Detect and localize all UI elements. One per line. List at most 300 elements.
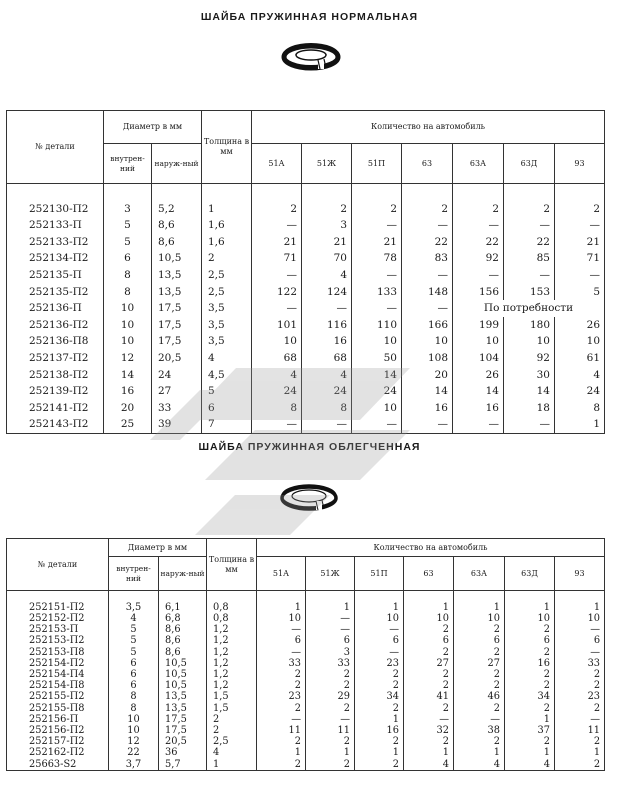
inner-diameter-cell: 6 — [104, 250, 152, 267]
table-row — [7, 658, 605, 669]
quantity-cell: 33 — [306, 658, 355, 669]
quantity-cell: 26 — [453, 367, 504, 384]
outer-diameter-cell: 5,7 — [159, 759, 207, 771]
col-inner-header: внутрен-ний — [109, 557, 159, 591]
table-row — [7, 400, 605, 417]
inner-diameter-cell: 5 — [109, 636, 159, 647]
quantity-cell: 156 — [453, 284, 504, 301]
quantity-cell: 2 — [404, 669, 454, 680]
quantity-cell: 4 — [454, 759, 505, 771]
quantity-cell: 10 — [257, 613, 306, 624]
thickness-cell: 1,5 — [207, 692, 257, 703]
table-row — [7, 250, 605, 267]
part-number-cell: 252136-П2 — [7, 317, 104, 334]
quantity-cell: 4 — [505, 759, 555, 771]
quantity-cell: — — [453, 217, 504, 234]
quantity-cell: 2 — [355, 669, 404, 680]
quantity-cell: 68 — [302, 350, 352, 367]
inner-diameter-cell: 6 — [109, 658, 159, 669]
quantity-cell: 2 — [257, 736, 306, 747]
table-row — [7, 350, 605, 367]
quantity-cell: 2 — [505, 703, 555, 714]
quantity-cell: 8 — [555, 400, 605, 417]
inner-diameter-cell: 5 — [109, 647, 159, 658]
quantity-cell: 33 — [555, 658, 605, 669]
quantity-cell: 1 — [404, 602, 454, 613]
table-row — [7, 333, 605, 350]
outer-diameter-cell: 17,5 — [152, 317, 202, 334]
part-number-cell: 25663-S2 — [7, 759, 109, 771]
quantity-cell: 2 — [355, 681, 404, 692]
quantity-cell: 2 — [505, 647, 555, 658]
inner-diameter-cell: 10 — [104, 300, 152, 317]
part-number-cell: 252138-П2 — [7, 367, 104, 384]
quantity-cell: 71 — [252, 250, 302, 267]
inner-diameter-cell: 10 — [109, 714, 159, 725]
outer-diameter-cell: 10,5 — [159, 669, 207, 680]
section1-title: ШАЙБА ПРУЖИННАЯ НОРМАЛЬНАЯ — [200, 11, 419, 23]
quantity-cell: 16 — [302, 333, 352, 350]
quantity-cell: — — [352, 217, 402, 234]
quantity-cell: 10 — [504, 333, 555, 350]
quantity-cell: — — [306, 714, 355, 725]
col-model-51p: 51П — [352, 144, 402, 184]
col-model-63: 63 — [402, 144, 453, 184]
quantity-cell: — — [257, 647, 306, 658]
part-number-cell: 252153-П2 — [7, 636, 109, 647]
col-inner-header: внутрен-ний — [104, 144, 152, 184]
quantity-cell: 2 — [404, 681, 454, 692]
quantity-cell: — — [453, 267, 504, 284]
quantity-cell: 16 — [402, 400, 453, 417]
quantity-cell: 2 — [454, 703, 505, 714]
quantity-cell: 2 — [505, 669, 555, 680]
quantity-cell: — — [352, 416, 402, 433]
quantity-cell: 104 — [453, 350, 504, 367]
quantity-cell: 2 — [404, 625, 454, 636]
outer-diameter-cell: 6,1 — [159, 602, 207, 613]
part-number-cell: 252157-П2 — [7, 736, 109, 747]
thickness-cell: 2,5 — [202, 284, 252, 301]
quantity-cell: 24 — [555, 383, 605, 400]
quantity-cell: 1 — [355, 714, 404, 725]
quantity-cell: 6 — [555, 636, 605, 647]
quantity-cell: 6 — [355, 636, 404, 647]
thickness-cell: 1,2 — [207, 647, 257, 658]
quantity-cell: — — [454, 714, 505, 725]
outer-diameter-cell: 13,5 — [159, 692, 207, 703]
outer-diameter-cell: 10,5 — [152, 250, 202, 267]
outer-diameter-cell: 8,6 — [152, 217, 202, 234]
quantity-cell: 14 — [504, 383, 555, 400]
col-model-51zh: 51Ж — [302, 144, 352, 184]
quantity-cell: — — [453, 416, 504, 433]
quantity-cell: 16 — [355, 725, 404, 736]
inner-diameter-cell: 10 — [104, 333, 152, 350]
quantity-cell: 2 — [555, 201, 605, 218]
quantity-cell: 46 — [454, 692, 505, 703]
table-row — [7, 625, 605, 636]
quantity-cell: 2 — [257, 669, 306, 680]
col-outer-header: наруж-ный — [159, 557, 207, 591]
part-number-cell: 252137-П2 — [7, 350, 104, 367]
thickness-cell: 2 — [207, 714, 257, 725]
part-number-cell: 252156-П2 — [7, 725, 109, 736]
part-number-cell: 252143-П2 — [7, 416, 104, 433]
quantity-cell: — — [555, 714, 605, 725]
outer-diameter-cell: 13,5 — [152, 284, 202, 301]
quantity-cell: 2 — [454, 669, 505, 680]
table-row — [7, 317, 605, 334]
table-row — [7, 234, 605, 251]
table-row — [7, 736, 605, 747]
quantity-cell: 133 — [352, 284, 402, 301]
thickness-cell: 2 — [207, 725, 257, 736]
quantity-cell: 23 — [555, 692, 605, 703]
col-model-63d: 63Д — [504, 144, 555, 184]
quantity-cell: 1 — [257, 748, 306, 759]
col-quantity-header: Количество на автомобиль — [252, 111, 605, 144]
part-number-cell: 252153-П — [7, 625, 109, 636]
quantity-cell: 83 — [402, 250, 453, 267]
part-number-cell: 252155-П2 — [7, 692, 109, 703]
col-model-63d: 63Д — [505, 557, 555, 591]
col-model-51p: 51П — [355, 557, 404, 591]
col-outer-header: наруж-ный — [152, 144, 202, 184]
table-row — [7, 201, 605, 218]
quantity-cell: 124 — [302, 284, 352, 301]
quantity-cell: 27 — [454, 658, 505, 669]
quantity-cell: 10 — [555, 613, 605, 624]
table-row — [7, 416, 605, 433]
table-row — [7, 748, 605, 759]
quantity-cell: 30 — [504, 367, 555, 384]
quantity-cell: — — [306, 613, 355, 624]
inner-diameter-cell: 3,7 — [109, 759, 159, 771]
inner-diameter-cell: 5 — [104, 217, 152, 234]
thickness-cell: 4 — [207, 748, 257, 759]
quantity-cell: 1 — [505, 602, 555, 613]
table-row — [7, 703, 605, 714]
quantity-cell: — — [302, 300, 352, 317]
thickness-cell: 0,8 — [207, 602, 257, 613]
quantity-cell: 2 — [555, 681, 605, 692]
quantity-cell: 11 — [257, 725, 306, 736]
thickness-cell: 1,6 — [202, 234, 252, 251]
quantity-cell: 24 — [352, 383, 402, 400]
thickness-cell: 2 — [202, 250, 252, 267]
quantity-cell: — — [257, 625, 306, 636]
col-part-header: № детали — [7, 111, 104, 184]
quantity-cell: 11 — [555, 725, 605, 736]
quantity-cell: 3 — [306, 647, 355, 658]
quantity-cell: 1 — [555, 748, 605, 759]
inner-diameter-cell: 8 — [104, 284, 152, 301]
spring-washer-normal-icon — [280, 38, 342, 72]
quantity-cell: 10 — [352, 333, 402, 350]
col-model-51zh: 51Ж — [306, 557, 355, 591]
quantity-cell: 2 — [302, 201, 352, 218]
quantity-cell: 2 — [306, 703, 355, 714]
part-number-cell: 252133-П2 — [7, 234, 104, 251]
thickness-cell: 2,5 — [207, 736, 257, 747]
col-model-63: 63 — [404, 557, 454, 591]
quantity-cell: 6 — [306, 636, 355, 647]
quantity-cell: 2 — [404, 736, 454, 747]
quantity-cell: 16 — [453, 400, 504, 417]
quantity-cell: 29 — [306, 692, 355, 703]
thickness-cell: 5 — [202, 383, 252, 400]
quantity-cell: 21 — [252, 234, 302, 251]
quantity-cell: 148 — [402, 284, 453, 301]
inner-diameter-cell: 5 — [109, 625, 159, 636]
quantity-cell: 2 — [352, 201, 402, 218]
quantity-cell: 23 — [355, 658, 404, 669]
inner-diameter-cell: 20 — [104, 400, 152, 417]
outer-diameter-cell: 17,5 — [159, 714, 207, 725]
quantity-cell: 2 — [504, 201, 555, 218]
inner-diameter-cell: 6 — [109, 681, 159, 692]
section2-title: ШАЙБА ПРУЖИННАЯ ОБЛЕГЧЕННАЯ — [198, 441, 421, 453]
inner-diameter-cell: 5 — [104, 234, 152, 251]
col-model-93: 93 — [555, 557, 605, 591]
quantity-cell: 2 — [555, 759, 605, 771]
quantity-cell: 2 — [404, 647, 454, 658]
quantity-cell: 1 — [454, 748, 505, 759]
part-number-cell: 252152-П2 — [7, 613, 109, 624]
outer-diameter-cell: 24 — [152, 367, 202, 384]
thickness-cell: 1,5 — [207, 703, 257, 714]
table-row — [7, 367, 605, 384]
note-cell: По потребности — [453, 300, 605, 317]
part-number-cell: 252130-П2 — [7, 201, 104, 218]
outer-diameter-cell: 27 — [152, 383, 202, 400]
col-thickness-header: Толщина в мм — [202, 111, 252, 184]
quantity-cell: 10 — [355, 613, 404, 624]
quantity-cell: 1 — [555, 416, 605, 433]
quantity-cell: 10 — [505, 613, 555, 624]
quantity-cell: 92 — [504, 350, 555, 367]
quantity-cell: 2 — [252, 201, 302, 218]
table-row — [7, 647, 605, 658]
quantity-cell: 2 — [453, 201, 504, 218]
quantity-cell: 3 — [302, 217, 352, 234]
table-row — [7, 759, 605, 771]
outer-diameter-cell: 10,5 — [159, 681, 207, 692]
quantity-cell: 2 — [505, 625, 555, 636]
part-number-cell: 252156-П — [7, 714, 109, 725]
thickness-cell: 6 — [202, 400, 252, 417]
quantity-cell: 1 — [404, 748, 454, 759]
normal-washer-table — [6, 110, 605, 434]
quantity-cell: 41 — [404, 692, 454, 703]
thickness-cell: 1,6 — [202, 217, 252, 234]
thickness-cell: 1,2 — [207, 681, 257, 692]
col-thickness-header: Толщина в мм — [207, 539, 257, 591]
quantity-cell: 33 — [257, 658, 306, 669]
quantity-cell: — — [252, 416, 302, 433]
quantity-cell: 2 — [355, 703, 404, 714]
inner-diameter-cell: 3 — [104, 201, 152, 218]
quantity-cell: — — [257, 714, 306, 725]
quantity-cell: 23 — [257, 692, 306, 703]
inner-diameter-cell: 12 — [109, 736, 159, 747]
thickness-cell: 1,2 — [207, 669, 257, 680]
quantity-cell: 71 — [555, 250, 605, 267]
quantity-cell: 10 — [454, 613, 505, 624]
quantity-cell: 70 — [302, 250, 352, 267]
inner-diameter-cell: 10 — [104, 317, 152, 334]
inner-diameter-cell: 8 — [109, 692, 159, 703]
quantity-cell: 6 — [404, 636, 454, 647]
quantity-cell: — — [555, 267, 605, 284]
quantity-cell: 2 — [257, 759, 306, 771]
quantity-cell: 122 — [252, 284, 302, 301]
table-row — [7, 383, 605, 400]
quantity-cell: 20 — [402, 367, 453, 384]
quantity-cell: 85 — [504, 250, 555, 267]
inner-diameter-cell: 10 — [109, 725, 159, 736]
table-row — [7, 267, 605, 284]
part-number-cell: 252154-П2 — [7, 658, 109, 669]
inner-diameter-cell: 8 — [104, 267, 152, 284]
thickness-cell: 1,2 — [207, 625, 257, 636]
quantity-cell: 180 — [504, 317, 555, 334]
quantity-cell: 2 — [355, 736, 404, 747]
thickness-cell: 0,8 — [207, 613, 257, 624]
quantity-cell: 34 — [355, 692, 404, 703]
quantity-cell: 10 — [453, 333, 504, 350]
thickness-cell: 7 — [202, 416, 252, 433]
part-number-cell: 252151-П2 — [7, 602, 109, 613]
outer-diameter-cell: 20,5 — [159, 736, 207, 747]
quantity-cell: — — [355, 625, 404, 636]
quantity-cell: 4 — [555, 367, 605, 384]
thickness-cell: 1 — [202, 201, 252, 218]
table-row — [7, 300, 605, 317]
part-number-cell: 252134-П2 — [7, 250, 104, 267]
thickness-cell: 4 — [202, 350, 252, 367]
quantity-cell: — — [504, 217, 555, 234]
quantity-cell: 2 — [257, 703, 306, 714]
quantity-cell: 38 — [454, 725, 505, 736]
quantity-cell: 1 — [355, 748, 404, 759]
quantity-cell: 8 — [252, 400, 302, 417]
spring-washer-light-icon — [278, 480, 340, 514]
quantity-cell: 4 — [404, 759, 454, 771]
quantity-cell: 22 — [402, 234, 453, 251]
table-row — [7, 636, 605, 647]
part-number-cell: 252139-П2 — [7, 383, 104, 400]
thickness-cell: 2,5 — [202, 267, 252, 284]
quantity-cell: 10 — [402, 333, 453, 350]
inner-diameter-cell: 4 — [109, 613, 159, 624]
quantity-cell: 2 — [306, 736, 355, 747]
quantity-cell: 21 — [302, 234, 352, 251]
quantity-cell: 10 — [404, 613, 454, 624]
quantity-cell: — — [555, 625, 605, 636]
outer-diameter-cell: 36 — [159, 748, 207, 759]
quantity-cell: 24 — [252, 383, 302, 400]
table-row — [7, 613, 605, 624]
inner-diameter-cell: 6 — [109, 669, 159, 680]
quantity-cell: 50 — [352, 350, 402, 367]
quantity-cell: 116 — [302, 317, 352, 334]
quantity-cell: — — [555, 647, 605, 658]
quantity-cell: 78 — [352, 250, 402, 267]
quantity-cell: 1 — [505, 748, 555, 759]
col-quantity-header: Количество на автомобиль — [257, 539, 605, 557]
inner-diameter-cell: 16 — [104, 383, 152, 400]
quantity-cell: 68 — [252, 350, 302, 367]
inner-diameter-cell: 22 — [109, 748, 159, 759]
quantity-cell: — — [252, 217, 302, 234]
quantity-cell: 4 — [302, 267, 352, 284]
outer-diameter-cell: 33 — [152, 400, 202, 417]
col-model-63a: 63А — [453, 144, 504, 184]
thickness-cell: 1,2 — [207, 636, 257, 647]
quantity-cell: 11 — [306, 725, 355, 736]
table-row — [7, 692, 605, 703]
thickness-cell: 3,5 — [202, 333, 252, 350]
quantity-cell: 8 — [302, 400, 352, 417]
quantity-cell: 18 — [504, 400, 555, 417]
quantity-cell: 2 — [555, 703, 605, 714]
quantity-cell: 108 — [402, 350, 453, 367]
quantity-cell: 199 — [453, 317, 504, 334]
col-part-header: № детали — [7, 539, 109, 591]
quantity-cell: 34 — [505, 692, 555, 703]
quantity-cell: 2 — [454, 647, 505, 658]
quantity-cell: 14 — [352, 367, 402, 384]
quantity-cell: 2 — [555, 736, 605, 747]
part-number-cell: 252141-П2 — [7, 400, 104, 417]
quantity-cell: 10 — [252, 333, 302, 350]
part-number-cell: 252162-П2 — [7, 748, 109, 759]
quantity-cell: 22 — [504, 234, 555, 251]
part-number-cell: 252135-П2 — [7, 284, 104, 301]
table-row — [7, 669, 605, 680]
quantity-cell: — — [402, 300, 453, 317]
quantity-cell: 37 — [505, 725, 555, 736]
quantity-cell: 2 — [555, 669, 605, 680]
part-number-cell: 252155-П8 — [7, 703, 109, 714]
col-diameter-header: Диаметр в мм — [104, 111, 202, 144]
col-model-51a: 51А — [257, 557, 306, 591]
quantity-cell: — — [302, 416, 352, 433]
outer-diameter-cell: 8,6 — [152, 234, 202, 251]
quantity-cell: 1 — [257, 602, 306, 613]
quantity-cell: 61 — [555, 350, 605, 367]
quantity-cell: 2 — [454, 625, 505, 636]
outer-diameter-cell: 5,2 — [152, 201, 202, 218]
quantity-cell: 16 — [505, 658, 555, 669]
quantity-cell: — — [306, 625, 355, 636]
quantity-cell: 2 — [257, 681, 306, 692]
part-number-cell: 252154-П4 — [7, 669, 109, 680]
quantity-cell: 92 — [453, 250, 504, 267]
quantity-cell: 1 — [355, 602, 404, 613]
quantity-cell: — — [504, 416, 555, 433]
quantity-cell: 153 — [504, 284, 555, 301]
quantity-cell: 2 — [454, 681, 505, 692]
part-number-cell: 252136-П — [7, 300, 104, 317]
quantity-cell: 2 — [402, 201, 453, 218]
quantity-cell: 4 — [252, 367, 302, 384]
quantity-cell: 21 — [555, 234, 605, 251]
quantity-cell: — — [355, 647, 404, 658]
quantity-cell: — — [352, 267, 402, 284]
